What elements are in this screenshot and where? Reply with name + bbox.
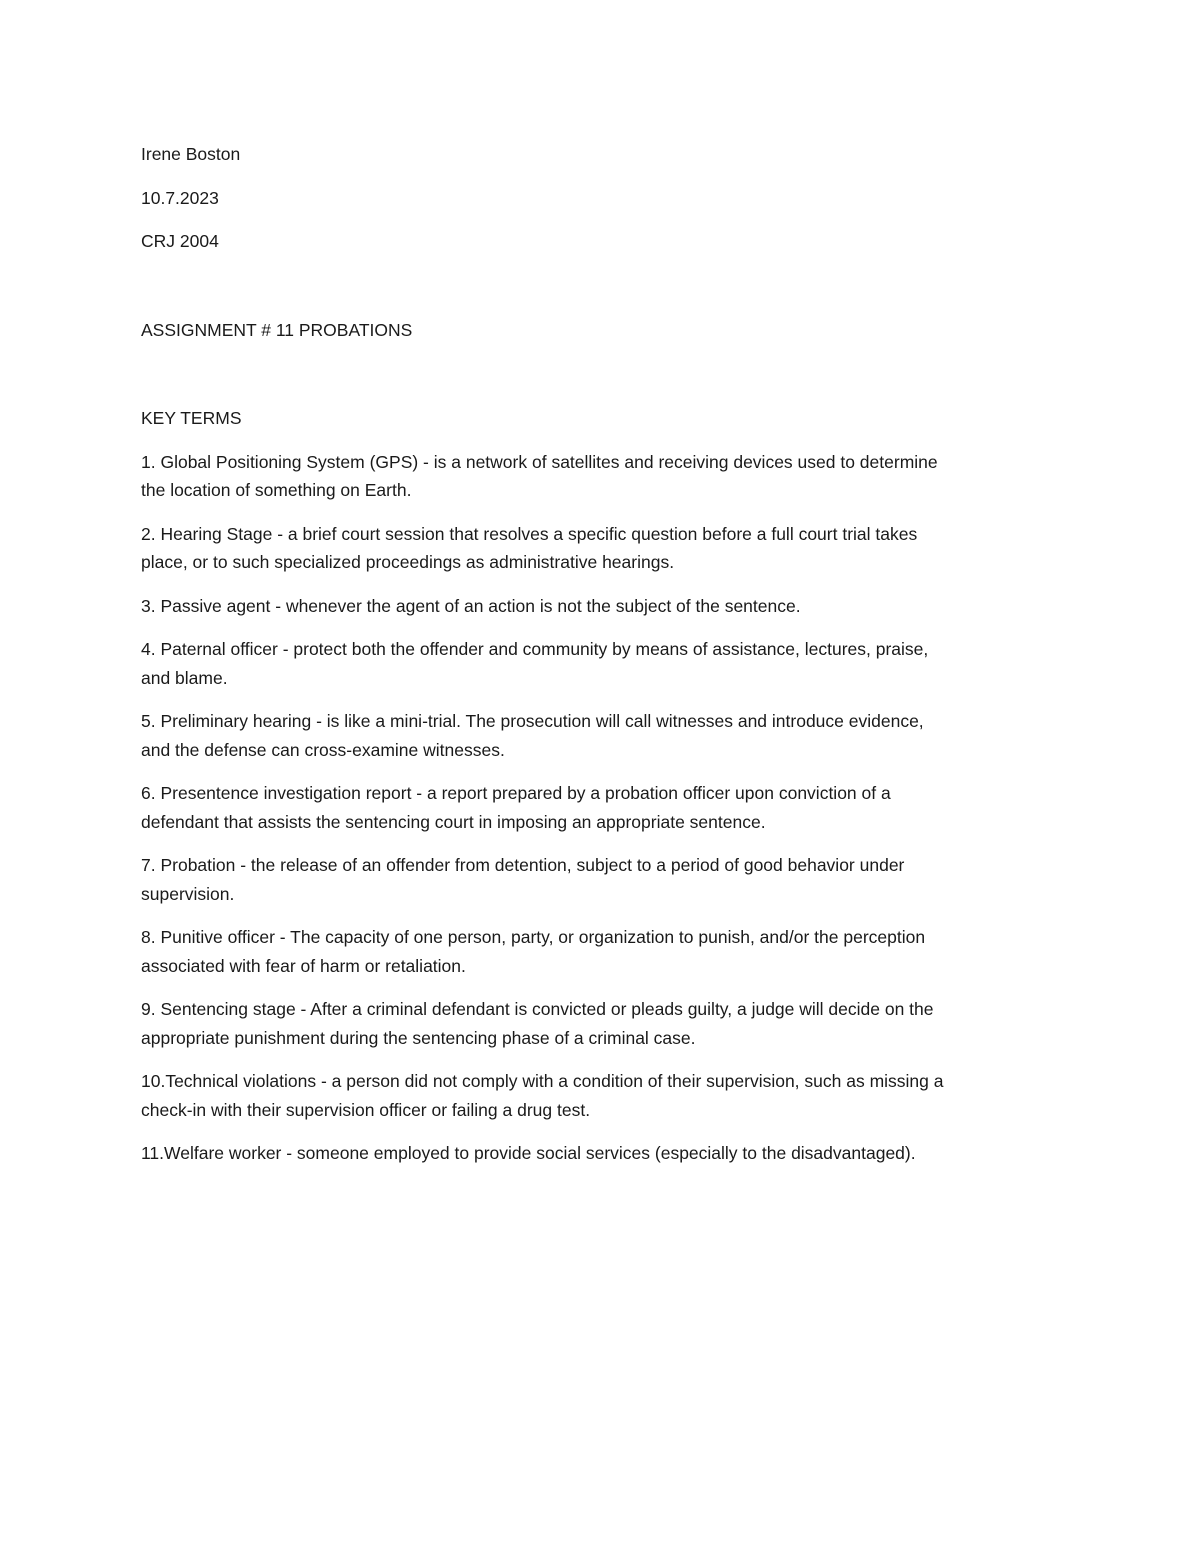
document-date: 10.7.2023 [141,187,219,208]
key-term-line: supervision. [141,883,235,904]
key-term-line: 10.Technical violations - a person did not comply with a condition of their supervision, such as missing a [141,1071,944,1091]
key-terms-list [141,448,1061,1168]
key-term-line: 5. Preliminary hearing - is like a mini-trial. The prosecution will call witnesses and introduce evidence, [141,711,924,731]
section-heading: KEY TERMS [141,408,242,428]
key-term-line: associated with fear of harm or retaliation. [141,955,466,976]
key-term-item [141,520,1061,577]
key-term-item [141,635,1061,692]
key-term-line: and the defense can cross-examine witnesses. [141,739,505,760]
key-term-line: defendant that assists the sentencing court in imposing an appropriate sentence. [141,811,766,832]
key-term-item [141,851,1061,908]
key-term-line: and blame. [141,667,228,688]
key-term-item [141,779,1061,836]
key-term-line: appropriate punishment during the sentencing phase of a criminal case. [141,1027,696,1048]
author-name: Irene Boston [141,144,241,164]
key-term-line: the location of something on Earth. [141,480,412,500]
document-body [141,140,1061,1183]
key-term-item [141,592,1061,621]
key-term-line: 6. Presentence investigation report - a report prepared by a probation officer upon conviction of a [141,783,891,803]
key-term-line: check-in with their supervision officer or failing a drug test. [141,1099,591,1120]
key-term-item [141,1067,1061,1124]
key-term-line: 2. Hearing Stage - a brief court session that resolves a specific question before a full court trial takes [141,523,918,544]
assignment-title: ASSIGNMENT # 11 PROBATIONS [141,319,413,340]
key-term-item [141,707,1061,764]
key-term-item [141,448,1061,505]
key-term-line: 1. Global Positioning System (GPS) - is a network of satellites and receiving devices used to determine [141,451,938,472]
key-term-line: 7. Probation - the release of an offender from detention, subject to a period of good behavior under [141,855,905,875]
key-term-line: 9. Sentencing stage - After a criminal defendant is convicted or pleads guilty, a judge will decide on the [141,999,934,1019]
key-term-item [141,923,1061,980]
key-term-line: 11.Welfare worker - someone employed to provide social services (especially to the disadvantaged). [141,1143,916,1163]
key-term-item [141,1139,1061,1168]
key-term-item [141,995,1061,1052]
key-term-line: 4. Paternal officer - protect both the offender and community by means of assistance, lectures, praise, [141,639,929,659]
key-term-line: 8. Punitive officer - The capacity of one person, party, or organization to punish, and/or the perception [141,927,926,947]
course-code: CRJ 2004 [141,231,219,251]
key-term-line: 3. Passive agent - whenever the agent of an action is not the subject of the sentence. [141,595,801,616]
key-term-line: place, or to such specialized proceedings as administrative hearings. [141,552,675,572]
